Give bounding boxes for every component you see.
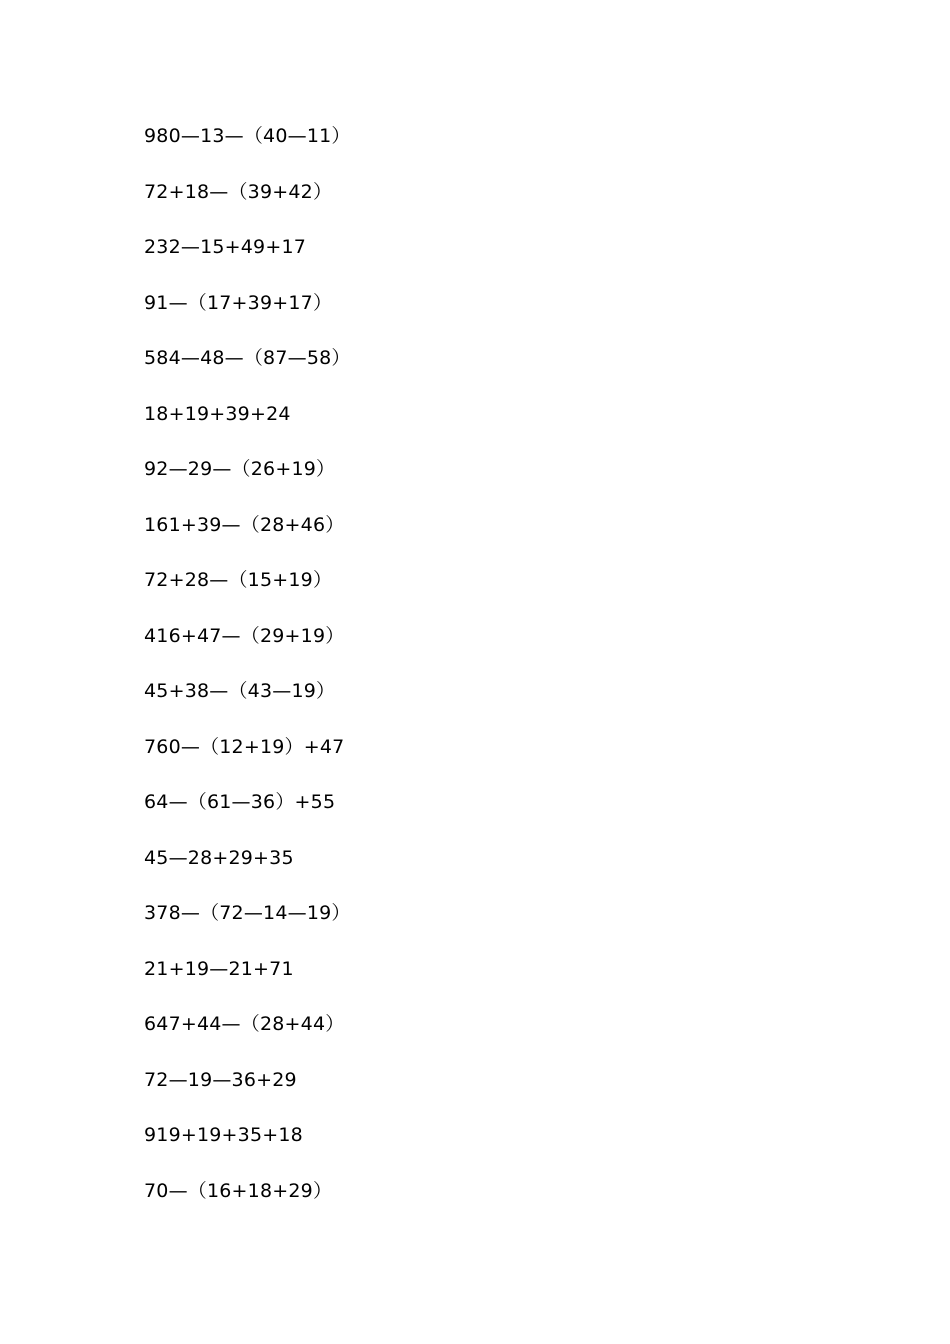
problem-15: 378—（72—14—19） [144, 902, 351, 924]
problem-6: 18+19+39+24 [144, 402, 291, 425]
problem-20: 70—（16+18+29） [144, 1179, 333, 1202]
problem-11: 45+38—（43—19） [144, 680, 336, 702]
problem-12: 760—（12+19）+47 [144, 735, 345, 758]
problem-13: 64—（61—36）+55 [144, 791, 336, 813]
problem-14: 45—28+29+35 [144, 846, 294, 869]
problem-17: 647+44—（28+44） [144, 1013, 345, 1035]
problem-16: 21+19—21+71 [144, 957, 294, 980]
problem-5: 584—48—（87—58） [144, 347, 351, 369]
problem-9: 72+28—（15+19） [144, 569, 333, 591]
problem-8: 161+39—（28+46） [144, 513, 345, 536]
problem-1: 980—13—（40—11） [144, 125, 351, 147]
problem-10: 416+47—（29+19） [144, 624, 345, 647]
problem-19: 919+19+35+18 [144, 1124, 303, 1146]
problem-18: 72—19—36+29 [144, 1068, 297, 1091]
problem-2: 72+18—（39+42） [144, 180, 333, 203]
problem-4: 91—（17+39+17） [144, 291, 333, 314]
problem-3: 232—15+49+17 [144, 236, 307, 258]
problem-list [144, 122, 351, 1232]
problem-7: 92—29—（26+19） [144, 458, 336, 480]
